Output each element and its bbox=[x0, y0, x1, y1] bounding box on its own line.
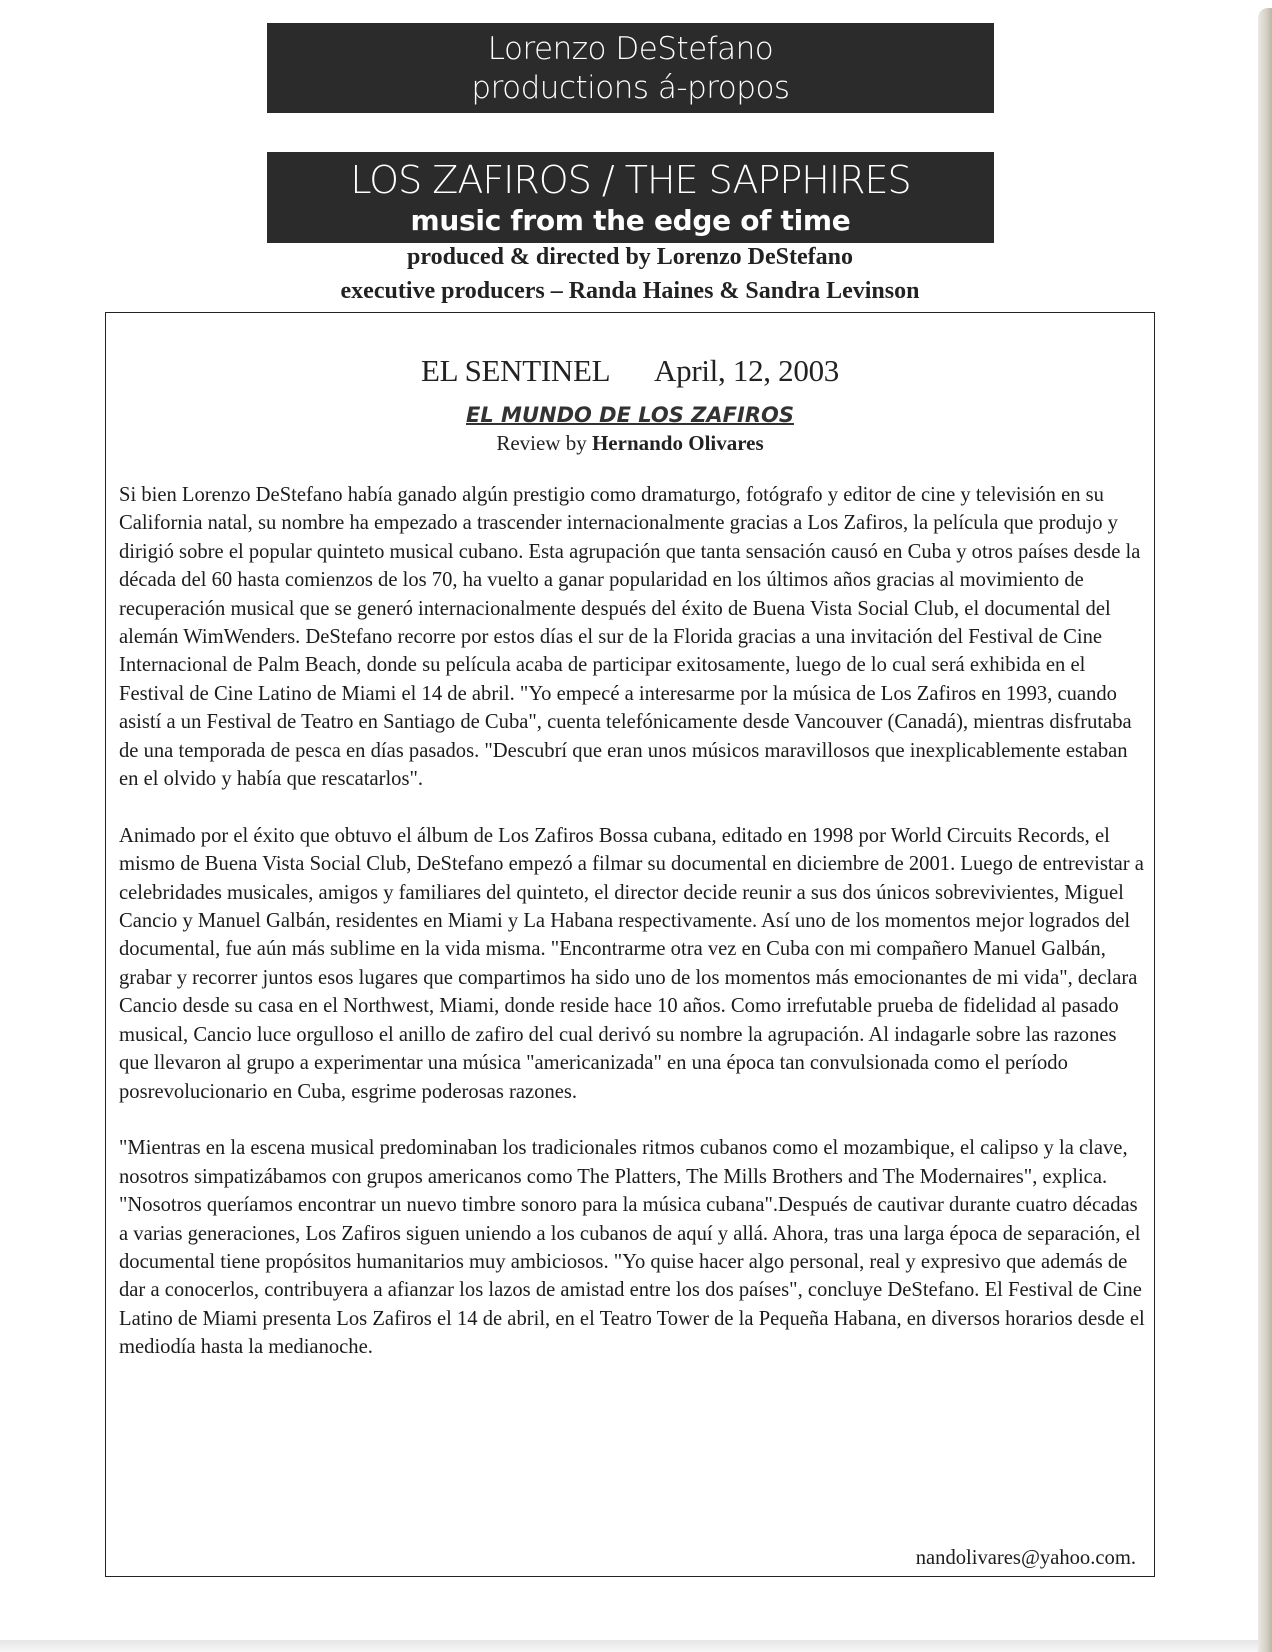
film-title-banner bbox=[267, 152, 994, 243]
paragraph: Si bien Lorenzo DeStefano había ganado algún prestigio como dramaturgo, fotógrafo y editor de cine y televisión en su California natal, su nombre ha empezado a trascender internacionalmente gracias a Los Zafiros, la película que produjo y dirigió sobre el popular quinteto musical cubano. Esta agrupación que tanta sensación causó en Cuba y otros países desde la década del 60 hasta comienzos de los 70, ha vuelto a ganar popularidad en los últimos años gracias al movimiento de recuperación musical que se generó internacionalmente después del éxito de Buena Vista Social Club, el documental del alemán WimWenders. DeStefano recorre por estos días el sur de la Florida gracias a una invitación del Festival de Cine Internacional de Palm Beach, donde su película acaba de participar exitosamente, luego de lo cual será exhibida en el Festival de Cine Latino de Miami el 14 de abril. "Yo empecé a interesarme por la música de Los Zafiros en 1993, cuando asistí a un Festival de Teatro en Santiago de Cuba", cuenta telefónicamente desde Vancouver (Canadá), mientras disfrutaba de una temporada de pesca en días pasados. "Descubrí que eran unos músicos maravillosos que inexplicablemente estaban en el olvido y había que rescatarlos". bbox=[119, 484, 1141, 791]
publication-date: April, 12, 2003 bbox=[654, 353, 839, 388]
scan-edge-bottom bbox=[0, 1640, 1258, 1652]
author-name: Hernando Olivares bbox=[591, 431, 764, 455]
publication-name: EL SENTINEL bbox=[421, 353, 611, 388]
byline-prefix: Review by bbox=[496, 431, 587, 455]
company-division: productions á-propos bbox=[471, 70, 790, 106]
masthead bbox=[106, 353, 1154, 389]
paragraph: Animado por el éxito que obtuvo el álbum de Los Zafiros Bossa cubana, editado en 1998 por World Circuits Records, el mismo de Buena Vista Social Club, DeStefano empezó a filmar su documental en diciembre de 2001. Luego de entrevistar a celebridades musicales, amigos y familiares del quinteto, el director decide reunir a sus dos únicos sobrevivientes, Miguel Cancio y Manuel Galbán, residentes en Miami y La Habana respectivamente. Así uno de los momentos mejor logrados del documental, fue aún más sublime en la vida misma. "Encontrarme otra vez en Cuba con mi compañero Manuel Galbán, grabar y recorrer juntos esos lugares que compartimos ha sido uno de los momentos más emocionantes de mi vida", declara Cancio desde su casa en el Northwest, Miami, donde reside hace 10 años. Como irrefutable prueba de fidelidad al pasado musical, Cancio luce orgulloso el anillo de zafiro del cual derivó su nombre la agrupación. Al indagarle sobre las razones que llevaron al grupo a experimentar una música "americanizada" en una época tan convulsionada como el período posrevolucionario en Cuba, esgrime poderosas razones. bbox=[119, 824, 1144, 1103]
paragraph: "Mientras en la escena musical predominaban los tradicionales ritmos cubanos como el mozambique, el calipso y la clave, nosotros simpatizábamos con grupos americanos como The Platters, The Mills Brothers and The Modernaires", explica. "Nosotros queríamos encontrar un nuevo timbre sonoro para la música cubana".Después de cautivar durante cuatro décadas a varias generaciones, Los Zafiros siguen uniendo a los cubanos de aquí y allá. Ahora, tras una larga época de separación, el documental tiene propósitos humanitarios muy ambiciosos. "Yo quise hacer algo personal, real y expresivo que además de dar a conocerlos, contribuyera a afianzar los lazos de amistad entre los dos países", concluye DeStefano. El Festival de Cine Latino de Miami presenta Los Zafiros el 14 de abril, en el Teatro Tower de la Pequeña Habana, en diversos horarios desde el mediodía hasta la medianoche. bbox=[119, 1137, 1145, 1359]
executive-producers-credit: executive producers – Randa Haines & Sandra Levinson bbox=[340, 278, 920, 304]
company-banner bbox=[267, 23, 994, 113]
review-box bbox=[105, 312, 1155, 1577]
director-credit: produced & directed by Lorenzo DeStefano bbox=[407, 244, 853, 270]
author-email: nandolivares@yahoo.com. bbox=[915, 1547, 1136, 1569]
scan-edge-right bbox=[1258, 8, 1272, 1652]
film-subtitle: music from the edge of time bbox=[410, 204, 851, 237]
review-body bbox=[119, 481, 1149, 1390]
company-name: Lorenzo DeStefano bbox=[487, 31, 774, 67]
review-headline bbox=[106, 403, 1154, 427]
headline-text: EL MUNDO DE LOS ZAFIROS bbox=[466, 403, 794, 427]
byline bbox=[106, 431, 1154, 456]
film-title: LOS ZAFIROS / THE SAPPHIRES bbox=[350, 158, 911, 202]
